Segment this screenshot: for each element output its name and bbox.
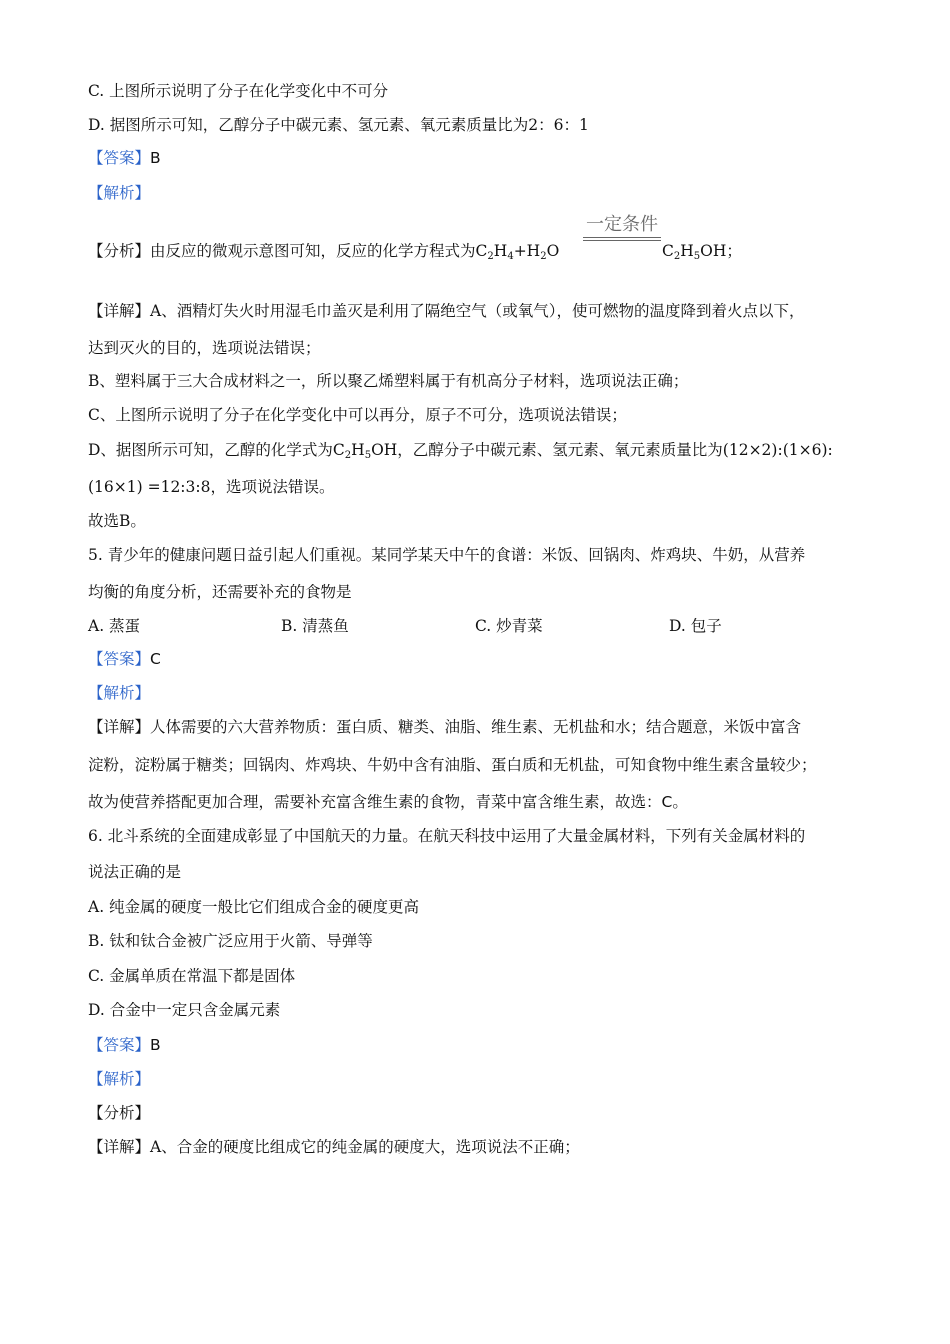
q6-answer-line — [88, 1035, 161, 1055]
q5-option-c: C. 炒青菜 — [475, 617, 543, 635]
q5-detail-line1: 【详解】人体需要的六大营养物质：蛋白质、糖类、油脂、维生素、无机盐和水；结合题意，米饭中富含 — [88, 718, 802, 736]
q4-option-c: C. 上图所示说明了分子在化学变化中不可分 — [88, 82, 389, 100]
q6-option-a: A. 纯金属的硬度一般比它们组成合金的硬度更高 — [88, 898, 420, 916]
q6-option-b: B. 钛和钛合金被广泛应用于火箭、导弹等 — [88, 932, 373, 950]
q4-answer-line — [88, 148, 161, 168]
answer-tag: 【答案】 — [88, 1036, 151, 1054]
answer-value: C — [150, 650, 161, 668]
answer-tag: 【答案】 — [88, 650, 151, 668]
q6-stem-line2: 说法正确的是 — [88, 863, 182, 881]
answer-value: B — [150, 149, 161, 167]
q4-detail-d-line2: (16×1) =12:3:8，选项说法错误。 — [88, 478, 335, 496]
detail-tag: 【详解】 — [88, 302, 151, 320]
q6-option-d: D. 合金中一定只含金属元素 — [88, 1001, 281, 1019]
q4-fenxi-line — [88, 241, 559, 261]
q5-answer-line — [88, 649, 161, 669]
equation-reactants: $C_2H_4+H_2O$ — [475, 242, 560, 262]
equation-bar-bottom — [583, 240, 661, 241]
answer-tag: 【答案】 — [88, 149, 151, 167]
q5-option-d: D. 包子 — [669, 617, 722, 635]
q5-option-a: A. 蒸蛋 — [88, 617, 141, 635]
reaction-condition: 一定条件 — [586, 214, 658, 235]
q6-fenxi-tag: 【分析】 — [88, 1104, 151, 1122]
detail-tag: 【详解】 — [88, 718, 151, 736]
q5-stem-line2: 均衡的角度分析，还需要补充的食物是 — [88, 583, 352, 601]
q5-analysis-tag: 【解析】 — [88, 684, 151, 702]
fenxi-text: 由反应的微观示意图可知，反应的化学方程式为 — [150, 242, 476, 260]
q4-analysis-tag: 【解析】 — [88, 184, 151, 202]
q4-detail-d-line1: D、据图所示可知，乙醇的化学式为$C_2H_5OH$，乙醇分子中碳元素、氢元素、氧元素质量比为(12×2):(1×6): — [88, 441, 833, 461]
equation-bar-top — [583, 237, 661, 238]
q6-stem-line1: 6. 北斗系统的全面建成彰显了中国航天的力量。在航天科技中运用了大量金属材料，下列有关金属材料的 — [88, 827, 806, 845]
q4-conclusion: 故选B。 — [88, 512, 146, 530]
equation-product: $C_2H_5OH$； — [662, 242, 742, 262]
q4-detail-a-line2: 达到灭火的目的，选项说法错误； — [88, 339, 321, 357]
q4-detail-b: B、塑料属于三大合成材料之一，所以聚乙烯塑料属于有机高分子材料，选项说法正确； — [88, 372, 689, 390]
q5-detail-line3: 故为使营养搭配更加合理，需要补充富含维生素的食物，青菜中富含维生素，故选：C。 — [88, 793, 688, 811]
detail-tag: 【详解】 — [88, 1138, 151, 1156]
q4-detail-c: C、上图所示说明了分子在化学变化中可以再分，原子不可分，选项说法错误； — [88, 406, 627, 424]
answer-value: B — [150, 1036, 161, 1054]
q5-stem-line1: 5. 青少年的健康问题日益引起人们重视。某同学某天中午的食谱：米饭、回锅肉、炸鸡块、牛奶，从营养 — [88, 546, 806, 564]
q4-detail-a-line1: 【详解】A、酒精灯失火时用湿毛巾盖灭是利用了隔绝空气（或氧气），使可燃物的温度降到着火点以下， — [88, 302, 805, 320]
fenxi-tag: 【分析】 — [88, 242, 151, 260]
q6-option-c: C. 金属单质在常温下都是固体 — [88, 967, 296, 985]
q4-option-d: D. 据图所示可知，乙醇分子中碳元素、氢元素、氧元素质量比为2：6：1 — [88, 116, 589, 134]
q6-analysis-tag: 【解析】 — [88, 1070, 151, 1088]
q5-option-b: B. 清蒸鱼 — [281, 617, 349, 635]
q6-detail-a: 【详解】A、合金的硬度比组成它的纯金属的硬度大，选项说法不正确； — [88, 1138, 580, 1156]
q5-detail-line2: 淀粉，淀粉属于糖类；回锅肉、炸鸡块、牛奶中含有油脂、蛋白质和无机盐，可知食物中维生素含量较少； — [88, 756, 817, 774]
